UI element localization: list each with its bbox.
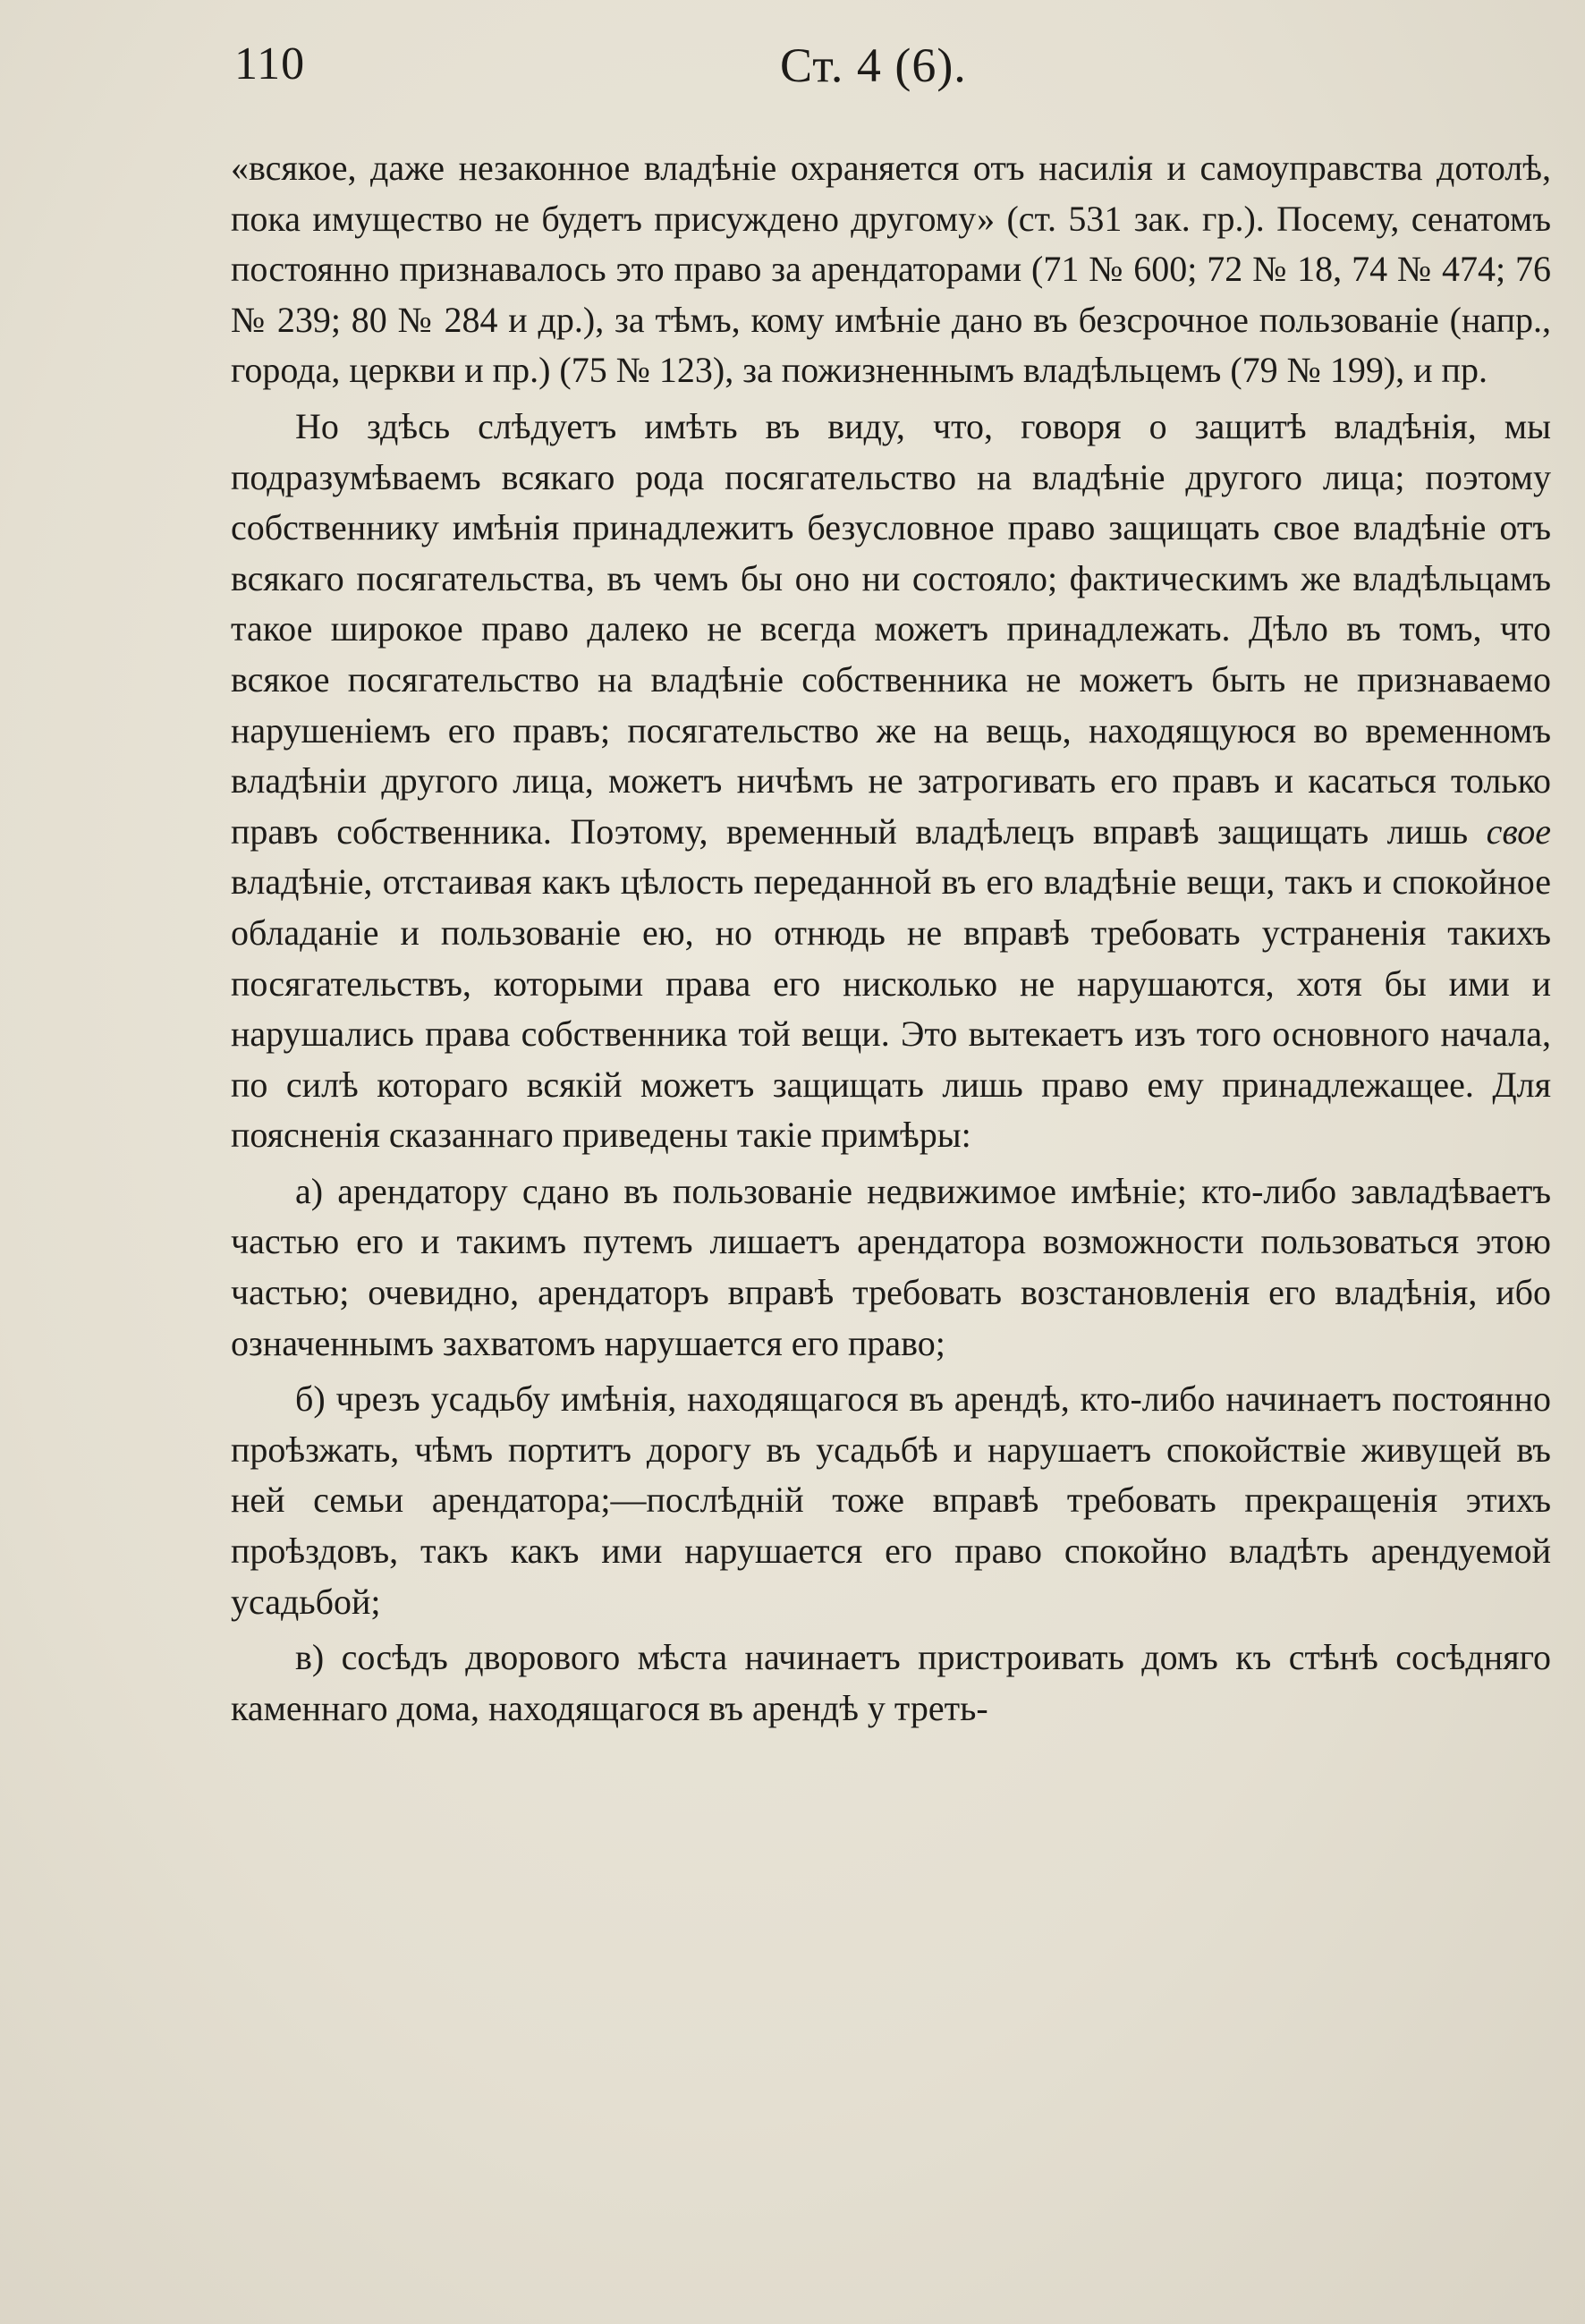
paragraph-continuation: «всякое, даже незаконное владѣніе охраняется отъ насилія и самоуправства дотолѣ, пока имущество не будетъ присуждено другому» (ст. 531 зак. гр.). Посему, сенатомъ постоянно признавалось это право за арендаторами (71 № 600; 72 № 18, 74 № 474; 76 № 239; 80 № 284 и др.), за тѣмъ, кому имѣніе дано въ безсрочное пользованіе (напр., города, церкви и пр.) (75 № 123), за пожизненнымъ владѣльцемъ (79 № 199), и пр.: [231, 148, 1551, 391]
paragraph-text: владѣніе, отстаивая какъ цѣлость переданной въ его владѣніе вещи, такъ и спокойное обладаніе и пользованіе ею, но отнюдь не вправѣ требовать устраненія такихъ посягательствъ, которыми права его нисколько не нарушаются, хотя бы ими и нарушались права собственника той вещи. Это вытекаетъ изъ того основного начала, по силѣ котораго всякій можетъ защищать лишь право ему принадлежащее. Для поясненія сказаннаго приведены такіе примѣры:: [231, 861, 1551, 1156]
emphasis-own: свое: [1486, 810, 1552, 852]
example-a: а) арендатору сдано въ пользованіе недвижимое имѣніе; кто-либо завладѣваетъ частью его и такимъ путемъ лишаетъ арендатора возможности пользоваться этою частью; очевидно, арендаторъ вправѣ требовать возстановленія его владѣнія, ибо означеннымъ захватомъ нарушается его право;: [231, 1170, 1551, 1363]
body-text: [231, 143, 1551, 1734]
page-number: 110: [234, 38, 306, 89]
page-header: [234, 38, 1549, 109]
example-c: в) сосѣдъ дворового мѣста начинаетъ пристроивать домъ къ стѣнѣ сосѣдняго каменнаго дома, находящагося въ арендѣ у треть-: [231, 1637, 1551, 1728]
example-b: б) чрезъ усадьбу имѣнія, находящагося въ арендѣ, кто-либо начинаетъ постоянно проѣзжать, чѣмъ портитъ дорогу въ усадьбѣ и нарушаетъ спокойствіе живущей въ ней семьи арендатора;—послѣдній тоже вправѣ требовать прекращенія этихъ проѣздовъ, такъ какъ ими нарушается его право спокойно владѣть арендуемой усадьбой;: [231, 1378, 1551, 1622]
paragraph-text: Но здѣсь слѣдуетъ имѣть въ виду, что, говоря о защитѣ владѣнія, мы подразумѣваемъ всякаго рода посягательство на владѣніе другого лица; поэтому собственнику имѣнія принадлежитъ безусловное право защищать свое владѣніе отъ всякаго посягательства, въ чемъ бы оно ни состояло; фактическимъ же владѣльцамъ такое широкое право далеко не всегда можетъ принадлежать. Дѣло въ томъ, что всякое посягательство на владѣніе собственника не можетъ быть не признаваемо нарушеніемъ его правъ; посягательство же на вещь, находящуюся во временномъ владѣніи другого лица, можетъ ничѣмъ не затрогивать его правъ и касаться только правъ собственника. Поэтому, временный владѣлецъ вправѣ защищать лишь: [231, 405, 1551, 852]
paragraph-ownership-defense: [231, 402, 1551, 1161]
running-head: Ст. 4 (6).: [780, 38, 967, 92]
